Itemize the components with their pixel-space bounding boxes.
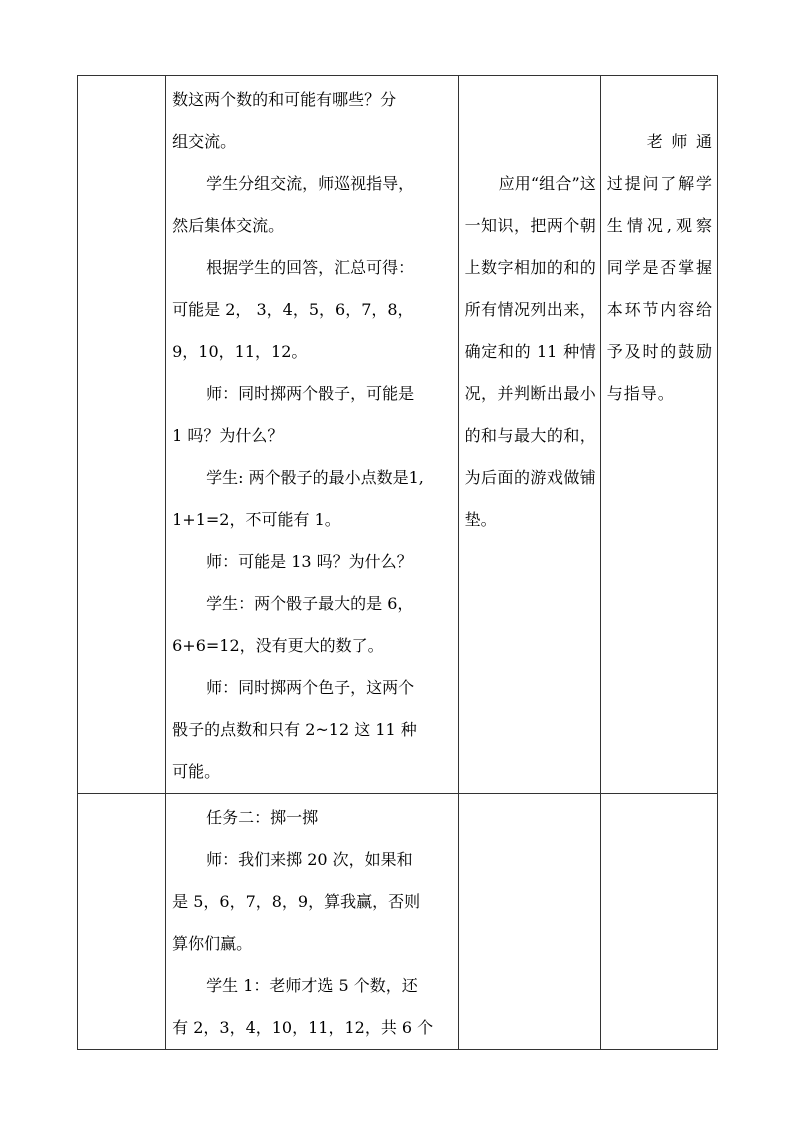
process-line: 1+1=2，不可能有 1。 xyxy=(172,510,341,529)
process-line: 算你们赢。 xyxy=(172,934,253,953)
process-line: 6+6=12，没有更大的数了。 xyxy=(172,636,384,655)
table-row xyxy=(78,76,718,794)
table-row xyxy=(78,794,718,1050)
process-line: 骰子的点数和只有 2~12 这 11 种 xyxy=(172,720,417,739)
design-intent-cell xyxy=(458,76,600,794)
process-line: 可能是 2， 3，4，5，6，7，8， xyxy=(172,300,414,319)
process-line: 1 吗？为什么？ xyxy=(172,426,284,445)
teaching-process-cell xyxy=(166,794,458,1050)
process-line: 9，10，11，12。 xyxy=(172,342,308,361)
process-line: 学生 1：老师才选 5 个数，还 xyxy=(206,976,418,995)
process-line: 是 5，6，7，8，9，算我赢，否则 xyxy=(172,892,421,911)
process-line: 有 2，3，4，10，11，12，共 6 个 xyxy=(172,1018,434,1037)
evaluation-cell xyxy=(600,794,717,1050)
process-line: 然后集体交流。 xyxy=(172,216,285,235)
stage-cell xyxy=(78,794,166,1050)
process-line: 根据学生的回答，汇总可得： xyxy=(206,258,415,277)
process-line: 可能。 xyxy=(172,762,221,781)
teaching-process-cell xyxy=(166,76,458,794)
evaluation-text: 老师通过提问了解学生情况,观察同学是否掌握本环节内容给予及时的鼓励与指导。 xyxy=(606,132,713,403)
process-line: 数这两个数的和可能有哪些？分 xyxy=(172,90,397,109)
design-intent-cell xyxy=(458,794,600,1050)
process-line: 师：可能是 13 吗？为什么？ xyxy=(206,552,413,571)
design-intent-text: 应用“组合”这一知识，把两个朝上数字相加的和的所有情况列出来，确定和的 11 种情况，并判断出最小的和与最大的和，为后面的游戏做铺垫。 xyxy=(464,174,596,529)
process-line: 学生: 两个骰子的最小点数是1, xyxy=(206,468,424,487)
lesson-plan-table xyxy=(77,75,718,1050)
stage-cell xyxy=(78,76,166,794)
process-line: 师：同时掷两个骰子，可能是 xyxy=(206,384,415,403)
process-line: 学生：两个骰子最大的是 6， xyxy=(206,594,414,613)
task-title: 任务二：掷一掷 xyxy=(206,808,319,827)
evaluation-cell xyxy=(600,76,717,794)
process-line: 组交流。 xyxy=(172,132,237,151)
process-line: 学生分组交流，师巡视指导， xyxy=(206,174,415,193)
process-line: 师：同时掷两个色子，这两个 xyxy=(206,678,415,697)
process-line: 师：我们来掷 20 次，如果和 xyxy=(206,850,413,869)
